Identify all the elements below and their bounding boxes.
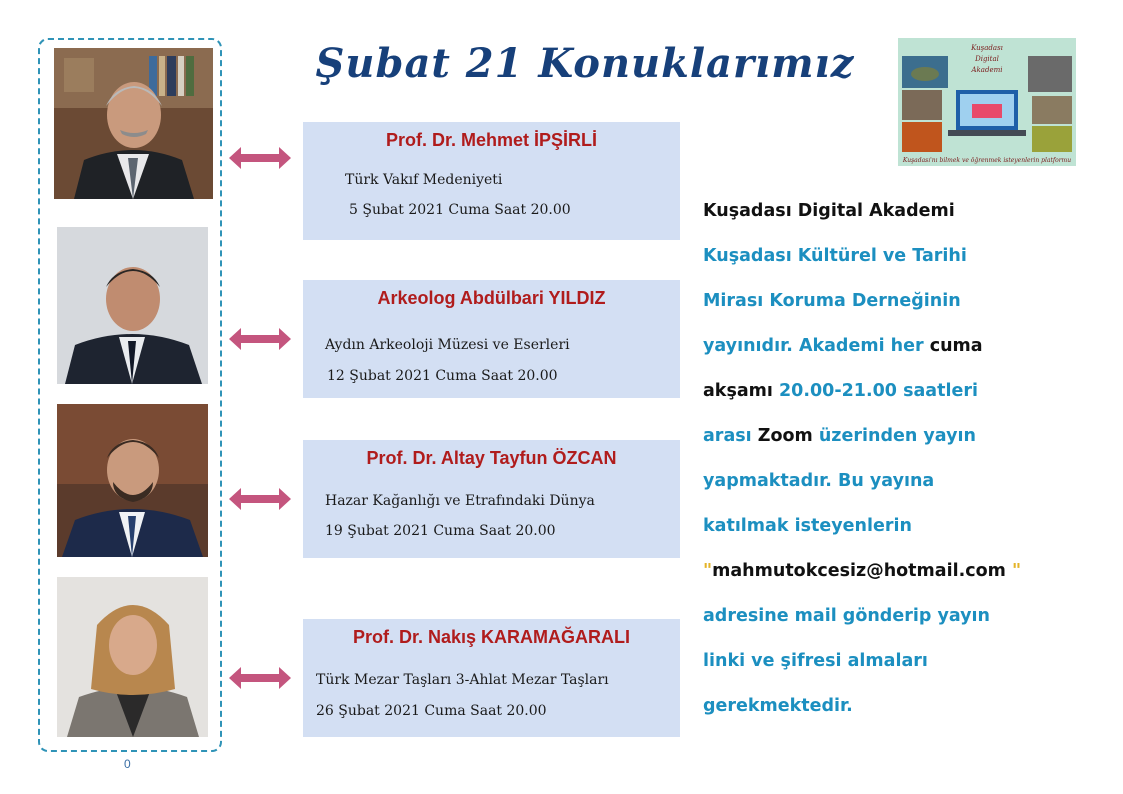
speaker-card-1 [303,122,680,240]
info-line [703,369,1103,414]
speaker-photo-3 [57,404,208,557]
svg-text:Akademi: Akademi [971,66,1003,74]
svg-text:Kuşadası: Kuşadası [971,44,1003,52]
info-line: Kuşadası Kültürel ve Tarihi [703,246,967,266]
talk-topic: Aydın Arkeoloji Müzesi ve Eserleri [325,337,570,353]
info-text: üzerinden yayın [812,426,976,446]
speaker-photo-4 [57,577,208,737]
speaker-name: Prof. Dr. Mehmet İPŞİRLİ [385,130,598,150]
speaker-card-3 [303,440,680,558]
talk-date: 26 Şubat 2021 Cuma Saat 20.00 [316,703,547,719]
contact-email: mahmutokcesiz@hotmail.com [712,561,1006,581]
talk-topic: Türk Mezar Taşları 3-Ahlat Mezar Taşları [316,672,609,688]
speaker-photo-2 [57,227,208,384]
speaker-name: Prof. Dr. Nakış KARAMAĞARALI [352,627,631,647]
info-text: " [1005,561,1022,581]
double-arrow-icon [229,487,291,511]
talk-topic: Türk Vakıf Medeniyeti [345,172,503,188]
double-arrow-icon [229,666,291,690]
talk-date: 12 Şubat 2021 Cuma Saat 20.00 [327,368,558,384]
info-text: cuma [929,336,983,356]
talk-date: 19 Şubat 2021 Cuma Saat 20.00 [325,523,556,539]
info-line: yapmaktadır. Bu yayına [703,471,935,491]
speaker-photo-1 [54,48,213,199]
speaker-name: Prof. Dr. Altay Tayfun ÖZCAN [366,448,617,468]
talk-date: 5 Şubat 2021 Cuma Saat 20.00 [349,202,571,218]
info-line: linki ve şifresi almaları [703,651,928,671]
info-text: yayınıdır. Akademi her [703,336,930,356]
info-line: Kuşadası Digital Akademi [703,201,955,221]
speaker-card-4 [303,619,680,737]
info-line [703,549,1103,594]
talk-topic: Hazar Kağanlığı ve Etrafındaki Dünya [325,493,595,509]
info-text: Zoom [757,426,813,446]
svg-text:Digital: Digital [975,55,999,63]
info-paragraph [703,189,1103,729]
double-arrow-icon [229,327,291,351]
info-line: Mirası Koruma Derneğinin [703,291,961,311]
speaker-name: Arkeolog Abdülbari YILDIZ [377,288,606,308]
info-text: 20.00-21.00 saatleri [779,381,978,401]
info-line: adresine mail gönderip yayın [703,606,990,626]
info-text: arası [703,426,758,446]
academy-logo [898,38,1076,166]
info-text: " [703,561,713,581]
info-line [703,324,1103,369]
info-text: akşamı [703,381,779,401]
info-line: katılmak isteyenlerin [703,516,912,536]
svg-text:Kuşadası'nı bilmek ve öğrenmek: Kuşadası'nı bilmek ve öğrenmek isteyenlerin platformu [902,157,1072,164]
speaker-card-2 [303,280,680,398]
double-arrow-icon [229,146,291,170]
page-number: 0 [124,757,131,771]
page-title: Şubat 21 Konuklarımız [315,40,855,87]
info-line [703,414,1103,459]
info-line: gerekmektedir. [703,696,853,716]
